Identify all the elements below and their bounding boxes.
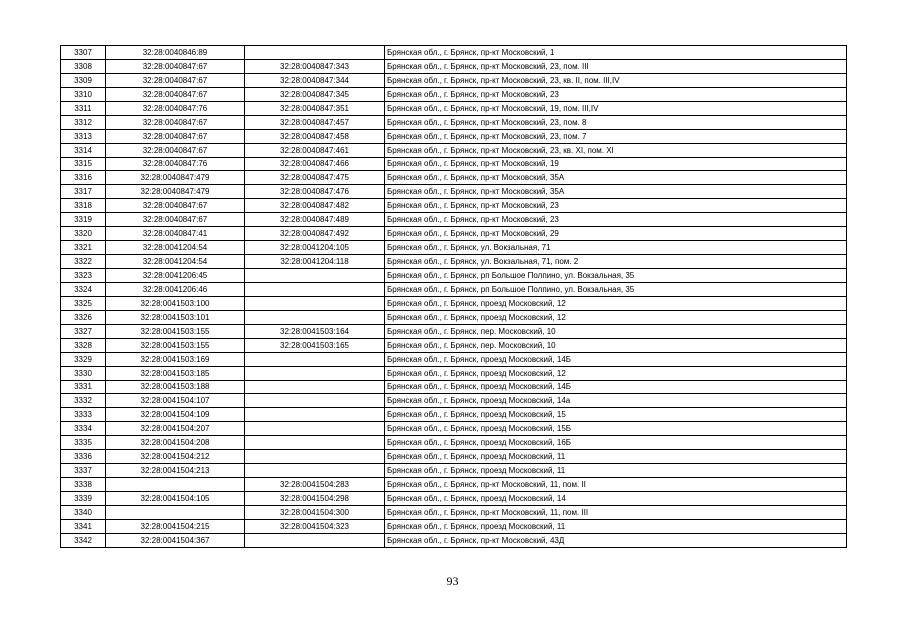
table-row — [61, 241, 847, 255]
cadastral-number-cell: 32:28:0041504:107 — [106, 394, 245, 408]
row-number-cell: 3323 — [61, 269, 106, 283]
row-number-cell: 3324 — [61, 282, 106, 296]
table-row — [61, 450, 847, 464]
row-number-cell: 3313 — [61, 129, 106, 143]
address-cell: Брянская обл., г. Брянск, пр-кт Московский, 23, пом. 8 — [385, 115, 847, 129]
cadastral-number-cell: 32:28:0041504:105 — [106, 492, 245, 506]
address-cell: Брянская обл., г. Брянск, пр-кт Московский, 11, пом. III — [385, 505, 847, 519]
table-row — [61, 46, 847, 60]
document-page — [60, 45, 846, 548]
address-cell: Брянская обл., г. Брянск, рп Большое Полпино, ул. Вокзальная, 35 — [385, 282, 847, 296]
row-number-cell: 3322 — [61, 255, 106, 269]
premises-cadastral-number-cell: 32:28:0040847:482 — [245, 199, 385, 213]
cadastral-number-cell: 32:28:0041503:185 — [106, 366, 245, 380]
cadastral-number-cell: 32:28:0041503:101 — [106, 310, 245, 324]
row-number-cell: 3327 — [61, 324, 106, 338]
premises-cadastral-number-cell — [245, 296, 385, 310]
row-number-cell: 3312 — [61, 115, 106, 129]
address-cell: Брянская обл., г. Брянск, ул. Вокзальная, 71, пом. 2 — [385, 255, 847, 269]
row-number-cell: 3311 — [61, 101, 106, 115]
row-number-cell: 3310 — [61, 87, 106, 101]
table-row — [61, 87, 847, 101]
premises-cadastral-number-cell — [245, 533, 385, 547]
premises-cadastral-number-cell: 32:28:0040847:489 — [245, 213, 385, 227]
cadastral-number-cell: 32:28:0040847:67 — [106, 199, 245, 213]
cadastral-number-cell: 32:28:0041503:155 — [106, 324, 245, 338]
premises-cadastral-number-cell: 32:28:0040847:351 — [245, 101, 385, 115]
address-cell: Брянская обл., г. Брянск, пр-кт Московский, 1 — [385, 46, 847, 60]
premises-cadastral-number-cell — [245, 380, 385, 394]
premises-cadastral-number-cell: 32:28:0041503:164 — [245, 324, 385, 338]
address-cell: Брянская обл., г. Брянск, проезд Московский, 14Б — [385, 380, 847, 394]
table-row — [61, 478, 847, 492]
row-number-cell: 3341 — [61, 519, 106, 533]
premises-cadastral-number-cell: 32:28:0041504:323 — [245, 519, 385, 533]
row-number-cell: 3328 — [61, 338, 106, 352]
table-row — [61, 422, 847, 436]
address-cell: Брянская обл., г. Брянск, пр-кт Московский, 23, пом. III — [385, 59, 847, 73]
cadastral-number-cell: 32:28:0041204:54 — [106, 241, 245, 255]
address-cell: Брянская обл., г. Брянск, проезд Московский, 11 — [385, 450, 847, 464]
address-cell: Брянская обл., г. Брянск, проезд Московский, 15 — [385, 408, 847, 422]
premises-cadastral-number-cell — [245, 394, 385, 408]
table-row — [61, 282, 847, 296]
premises-cadastral-number-cell: 32:28:0040847:344 — [245, 73, 385, 87]
table-row — [61, 310, 847, 324]
row-number-cell: 3340 — [61, 505, 106, 519]
address-cell: Брянская обл., г. Брянск, проезд Московский, 15Б — [385, 422, 847, 436]
row-number-cell: 3336 — [61, 450, 106, 464]
table-row — [61, 366, 847, 380]
table-row — [61, 519, 847, 533]
address-cell: Брянская обл., г. Брянск, пр-кт Московский, 23 — [385, 199, 847, 213]
row-number-cell: 3342 — [61, 533, 106, 547]
address-cell: Брянская обл., г. Брянск, проезд Московский, 14 — [385, 492, 847, 506]
premises-cadastral-number-cell: 32:28:0040847:475 — [245, 171, 385, 185]
premises-cadastral-number-cell: 32:28:0040847:466 — [245, 157, 385, 171]
premises-cadastral-number-cell — [245, 352, 385, 366]
cadastral-number-cell: 32:28:0040847:67 — [106, 59, 245, 73]
address-cell: Брянская обл., г. Брянск, пр-кт Московский, 35А — [385, 185, 847, 199]
row-number-cell: 3317 — [61, 185, 106, 199]
premises-cadastral-number-cell — [245, 310, 385, 324]
address-cell: Брянская обл., г. Брянск, пр-кт Московский, 23, пом. 7 — [385, 129, 847, 143]
row-number-cell: 3329 — [61, 352, 106, 366]
cadastral-number-cell: 32:28:0041204:54 — [106, 255, 245, 269]
premises-cadastral-number-cell: 32:28:0041504:283 — [245, 478, 385, 492]
cadastral-number-cell — [106, 478, 245, 492]
premises-cadastral-number-cell — [245, 464, 385, 478]
address-cell: Брянская обл., г. Брянск, пр-кт Московский, 23, кв. XI, пом. XI — [385, 143, 847, 157]
row-number-cell: 3321 — [61, 241, 106, 255]
address-cell: Брянская обл., г. Брянск, пр-кт Московский, 23, кв. II, пом. III,IV — [385, 73, 847, 87]
cadastral-number-cell: 32:28:0040847:479 — [106, 171, 245, 185]
address-cell: Брянская обл., г. Брянск, пр-кт Московский, 11, пом. II — [385, 478, 847, 492]
table-row — [61, 185, 847, 199]
premises-cadastral-number-cell — [245, 436, 385, 450]
table-row — [61, 157, 847, 171]
table-row — [61, 380, 847, 394]
cadastral-number-cell: 32:28:0041504:208 — [106, 436, 245, 450]
table-row — [61, 73, 847, 87]
premises-cadastral-number-cell: 32:28:0040847:492 — [245, 227, 385, 241]
premises-cadastral-number-cell: 32:28:0040847:343 — [245, 59, 385, 73]
premises-cadastral-number-cell — [245, 46, 385, 60]
table-row — [61, 129, 847, 143]
premises-cadastral-number-cell: 32:28:0040847:476 — [245, 185, 385, 199]
address-cell: Брянская обл., г. Брянск, пр-кт Московский, 43Д — [385, 533, 847, 547]
row-number-cell: 3318 — [61, 199, 106, 213]
premises-cadastral-number-cell: 32:28:0040847:345 — [245, 87, 385, 101]
table-row — [61, 269, 847, 283]
cadastral-number-cell: 32:28:0040846:89 — [106, 46, 245, 60]
address-cell: Брянская обл., г. Брянск, пр-кт Московский, 23 — [385, 213, 847, 227]
cadastral-number-cell: 32:28:0040847:67 — [106, 73, 245, 87]
address-cell: Брянская обл., г. Брянск, проезд Московский, 14а — [385, 394, 847, 408]
cadastral-number-cell: 32:28:0041503:155 — [106, 338, 245, 352]
row-number-cell: 3320 — [61, 227, 106, 241]
premises-cadastral-number-cell: 32:28:0041503:165 — [245, 338, 385, 352]
cadastral-number-cell: 32:28:0040847:67 — [106, 129, 245, 143]
table-row — [61, 199, 847, 213]
row-number-cell: 3314 — [61, 143, 106, 157]
table-row — [61, 464, 847, 478]
row-number-cell: 3308 — [61, 59, 106, 73]
address-cell: Брянская обл., г. Брянск, пр-кт Московский, 19, пом. III,IV — [385, 101, 847, 115]
cadastral-number-cell: 32:28:0041503:169 — [106, 352, 245, 366]
table-row — [61, 436, 847, 450]
table-row — [61, 296, 847, 310]
cadastral-number-cell: 32:28:0041206:46 — [106, 282, 245, 296]
row-number-cell: 3315 — [61, 157, 106, 171]
cadastral-number-cell: 32:28:0041504:207 — [106, 422, 245, 436]
address-cell: Брянская обл., г. Брянск, проезд Московский, 16Б — [385, 436, 847, 450]
row-number-cell: 3316 — [61, 171, 106, 185]
row-number-cell: 3330 — [61, 366, 106, 380]
premises-cadastral-number-cell — [245, 282, 385, 296]
address-cell: Брянская обл., г. Брянск, проезд Московский, 12 — [385, 366, 847, 380]
row-number-cell: 3335 — [61, 436, 106, 450]
premises-cadastral-number-cell: 32:28:0040847:457 — [245, 115, 385, 129]
premises-cadastral-number-cell: 32:28:0041204:105 — [245, 241, 385, 255]
cadastral-number-cell: 32:28:0040847:479 — [106, 185, 245, 199]
address-cell: Брянская обл., г. Брянск, пр-кт Московский, 23 — [385, 87, 847, 101]
table-row — [61, 115, 847, 129]
table-row — [61, 324, 847, 338]
cadastral-number-cell: 32:28:0041503:188 — [106, 380, 245, 394]
address-cell: Брянская обл., г. Брянск, ул. Вокзальная, 71 — [385, 241, 847, 255]
address-cell: Брянская обл., г. Брянск, пр-кт Московский, 19 — [385, 157, 847, 171]
cadastral-number-cell: 32:28:0041504:109 — [106, 408, 245, 422]
table-row — [61, 227, 847, 241]
cadastral-number-cell: 32:28:0040847:67 — [106, 143, 245, 157]
table-row — [61, 255, 847, 269]
row-number-cell: 3333 — [61, 408, 106, 422]
premises-cadastral-number-cell — [245, 408, 385, 422]
premises-cadastral-number-cell — [245, 450, 385, 464]
premises-cadastral-number-cell: 32:28:0040847:461 — [245, 143, 385, 157]
row-number-cell: 3319 — [61, 213, 106, 227]
cadastral-number-cell: 32:28:0041206:45 — [106, 269, 245, 283]
cadastral-number-cell: 32:28:0040847:41 — [106, 227, 245, 241]
table-row — [61, 533, 847, 547]
table-row — [61, 171, 847, 185]
address-cell: Брянская обл., г. Брянск, проезд Московский, 11 — [385, 519, 847, 533]
cadastral-number-cell: 32:28:0041504:212 — [106, 450, 245, 464]
table-row — [61, 492, 847, 506]
table-row — [61, 101, 847, 115]
address-cell: Брянская обл., г. Брянск, проезд Московский, 12 — [385, 310, 847, 324]
row-number-cell: 3331 — [61, 380, 106, 394]
cadastral-number-cell: 32:28:0040847:67 — [106, 115, 245, 129]
address-cell: Брянская обл., г. Брянск, рп Большое Полпино, ул. Вокзальная, 35 — [385, 269, 847, 283]
cadastral-number-cell: 32:28:0040847:67 — [106, 213, 245, 227]
premises-cadastral-number-cell — [245, 269, 385, 283]
row-number-cell: 3326 — [61, 310, 106, 324]
premises-cadastral-number-cell: 32:28:0040847:458 — [245, 129, 385, 143]
row-number-cell: 3332 — [61, 394, 106, 408]
table-body — [61, 46, 847, 548]
table-row — [61, 394, 847, 408]
premises-cadastral-number-cell: 32:28:0041504:300 — [245, 505, 385, 519]
address-cell: Брянская обл., г. Брянск, пр-кт Московский, 29 — [385, 227, 847, 241]
cadastral-number-cell — [106, 505, 245, 519]
cadastral-number-cell: 32:28:0040847:76 — [106, 157, 245, 171]
premises-cadastral-number-cell — [245, 422, 385, 436]
cadastral-number-cell: 32:28:0041504:215 — [106, 519, 245, 533]
row-number-cell: 3337 — [61, 464, 106, 478]
row-number-cell: 3338 — [61, 478, 106, 492]
cadastral-number-cell: 32:28:0041504:367 — [106, 533, 245, 547]
premises-cadastral-number-cell — [245, 366, 385, 380]
row-number-cell: 3325 — [61, 296, 106, 310]
cadastral-number-cell: 32:28:0040847:76 — [106, 101, 245, 115]
premises-cadastral-number-cell: 32:28:0041204:118 — [245, 255, 385, 269]
table-row — [61, 213, 847, 227]
table-row — [61, 408, 847, 422]
table-row — [61, 505, 847, 519]
address-cell: Брянская обл., г. Брянск, пр-кт Московский, 35А — [385, 171, 847, 185]
table-row — [61, 338, 847, 352]
address-cell: Брянская обл., г. Брянск, пер. Московский, 10 — [385, 324, 847, 338]
row-number-cell: 3339 — [61, 492, 106, 506]
row-number-cell: 3334 — [61, 422, 106, 436]
cadastral-number-cell: 32:28:0041503:100 — [106, 296, 245, 310]
row-number-cell: 3309 — [61, 73, 106, 87]
table-row — [61, 59, 847, 73]
row-number-cell: 3307 — [61, 46, 106, 60]
address-cell: Брянская обл., г. Брянск, проезд Московский, 14Б — [385, 352, 847, 366]
table-row — [61, 143, 847, 157]
registry-table — [60, 45, 847, 548]
address-cell: Брянская обл., г. Брянск, проезд Московский, 12 — [385, 296, 847, 310]
page-number: 93 — [446, 574, 459, 588]
premises-cadastral-number-cell: 32:28:0041504:298 — [245, 492, 385, 506]
address-cell: Брянская обл., г. Брянск, пер. Московский, 10 — [385, 338, 847, 352]
table-row — [61, 352, 847, 366]
address-cell: Брянская обл., г. Брянск, проезд Московский, 11 — [385, 464, 847, 478]
cadastral-number-cell: 32:28:0040847:67 — [106, 87, 245, 101]
cadastral-number-cell: 32:28:0041504:213 — [106, 464, 245, 478]
